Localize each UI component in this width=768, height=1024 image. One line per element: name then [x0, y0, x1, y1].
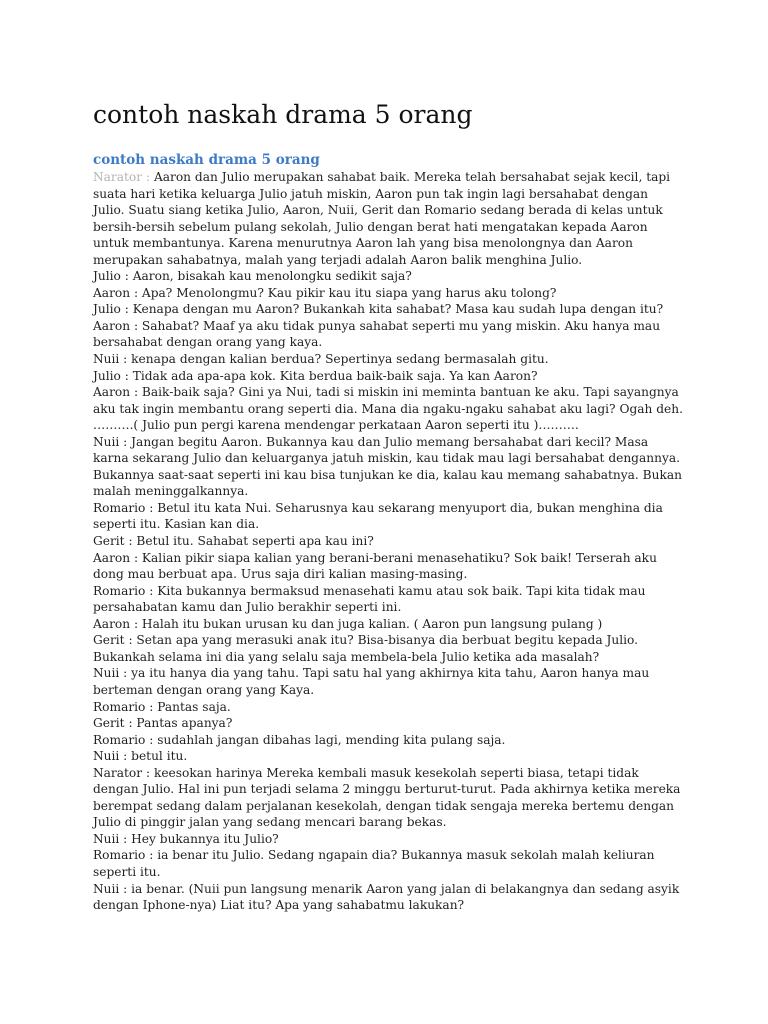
dialogue-line: Gerit : Betul itu. Sahabat seperti apa kau ini? — [93, 534, 374, 549]
narration-line: Narator : keesokan harinya Mereka kembali masuk kesekolah seperti biasa, tetapi tidak dengan Julio. Hal ini pun terjadi selama 2 minggu berturut-turut. Pada akhirnya ketika mereka berempat sedang dalam perjalanan kesekolah, dengan tidak sengaja mereka bertemu dengan Julio di pinggir jalan yang sedang mencari barang bekas. — [93, 765, 681, 830]
intro-paragraph — [93, 169, 683, 268]
stage-direction: ……….( Julio pun pergi karena mendengar perkataan Aaron seperti itu )………. — [93, 418, 579, 433]
dialogue-line: Romario : sudahlah jangan dibahas lagi, mending kita pulang saja. — [93, 732, 506, 747]
document-title: contoh naskah drama 5 orang — [93, 100, 473, 129]
dialogue-line: Julio : Tidak ada apa-apa kok. Kita berdua baik-baik saja. Ya kan Aaron? — [93, 368, 538, 383]
dialogue-line: Romario : Kita bukannya bermaksud menasehati kamu atau sok baik. Tapi kita tidak mau persahabatan kamu dan Julio berakhir seperti ini. — [93, 583, 646, 615]
dialogue-line: Aaron : Sahabat? Maaf ya aku tidak punya sahabat seperti mu yang miskin. Aku hanya mau bersahabat dengan orang yang kaya. — [93, 318, 661, 350]
dialogue-line: Gerit : Setan apa yang merasuki anak itu? Bisa-bisanya dia berbuat begitu kepada Julio. Bukankah selama ini dia yang selalu saja membela-bela Julio ketika ada masalah? — [93, 633, 638, 664]
dialogue-line: Nuii : ya itu hanya dia yang tahu. Tapi satu hal yang akhirnya kita tahu, Aaron hanya mau berteman dengan orang yang Kaya. — [93, 666, 650, 697]
dialogue-line: Romario : Betul itu kata Nui. Seharusnya kau sekarang menyuport dia, bukan menghina dia seperti itu. Kasian kan dia. — [93, 500, 663, 532]
dialogue-line: Nuii : Hey bukannya itu Julio? — [93, 831, 279, 846]
dialogue-line: Aaron : Halah itu bukan urusan ku dan juga kalian. ( Aaron pun langsung pulang ) — [93, 616, 603, 631]
dialogue-line: Nuii : Jangan begitu Aaron. Bukannya kau dan Julio memang bersahabat dari kecil? Masa karna sekarang Julio dan keluarganya jatuh miskin, kau tidak mau lagi bersahabat dengannya. Bukannya saat-saat seperti ini kau bisa tunjukan ke dia, kalau kau memang sahabatnya. Bukan malah meninggalkannya. — [93, 434, 682, 499]
dialogue-line: Aaron : Baik-baik saja? Gini ya Nui, tadi si miskin ini meminta bantuan ke aku. Tapi sayangnya aku tak ingin membantu orang seperti dia. Mana dia ngaku-ngaku sahabat aku lagi? Ogah deh. — [93, 385, 683, 416]
dialogue-line: Romario : Pantas saja. — [93, 699, 231, 714]
document-content — [93, 152, 683, 914]
narator-label: Narator : — [93, 170, 151, 184]
dialogue-line: Aaron : Kalian pikir siapa kalian yang berani-berani menasehatiku? Sok baik! Terserah aku dong mau berbuat apa. Urus saja diri kalian masing-masing. — [93, 550, 657, 582]
dialogue-line: Romario : ia benar itu Julio. Sedang ngapain dia? Bukannya masuk sekolah malah keliuran seperti itu. — [93, 848, 655, 879]
script-body — [93, 169, 683, 914]
dialogue-line: Nuii : kenapa dengan kalian berdua? Sepertinya sedang bermasalah gitu. — [93, 352, 549, 367]
intro-text: Aaron dan Julio merupakan sahabat baik. Mereka telah bersahabat sejak kecil, tapi suata hari ketika keluarga Julio jatuh miskin, Aaron pun tak ingin lagi bersahabat dengan Julio. Suatu siang ketika Julio, Aaron, Nuii, Gerit dan Romario sedang berada di kelas untuk bersih-bersih sebelum pulang sekolah, Julio dengan berat hati mengatakan kepada Aaron untuk membantunya. Karena menurutnya Aaron lah yang bisa menolongnya dan Aaron merupakan sahabatnya, malah yang terjadi adalah Aaron balik menghina Julio. — [93, 170, 671, 267]
dialogue-line: Julio : Kenapa dengan mu Aaron? Bukankah kita sahabat? Masa kau sudah lupa dengan itu? — [93, 302, 664, 317]
dialogue-line: Nuii : betul itu. — [93, 749, 188, 764]
dialogue-line: Julio : Aaron, bisakah kau menolongku sedikit saja? — [93, 269, 412, 284]
dialogue-line: Gerit : Pantas apanya? — [93, 716, 233, 731]
dialogue-line: Nuii : ia benar. (Nuii pun langsung menarik Aaron yang jalan di belakangnya dan sedang asyik dengan Iphone-nya) Liat itu? Apa yang sahabatmu lakukan? — [93, 881, 680, 913]
dialogue-line: Aaron : Apa? Menolongmu? Kau pikir kau itu siapa yang harus aku tolong? — [93, 285, 557, 300]
post-heading: contoh naskah drama 5 orang — [93, 152, 320, 168]
